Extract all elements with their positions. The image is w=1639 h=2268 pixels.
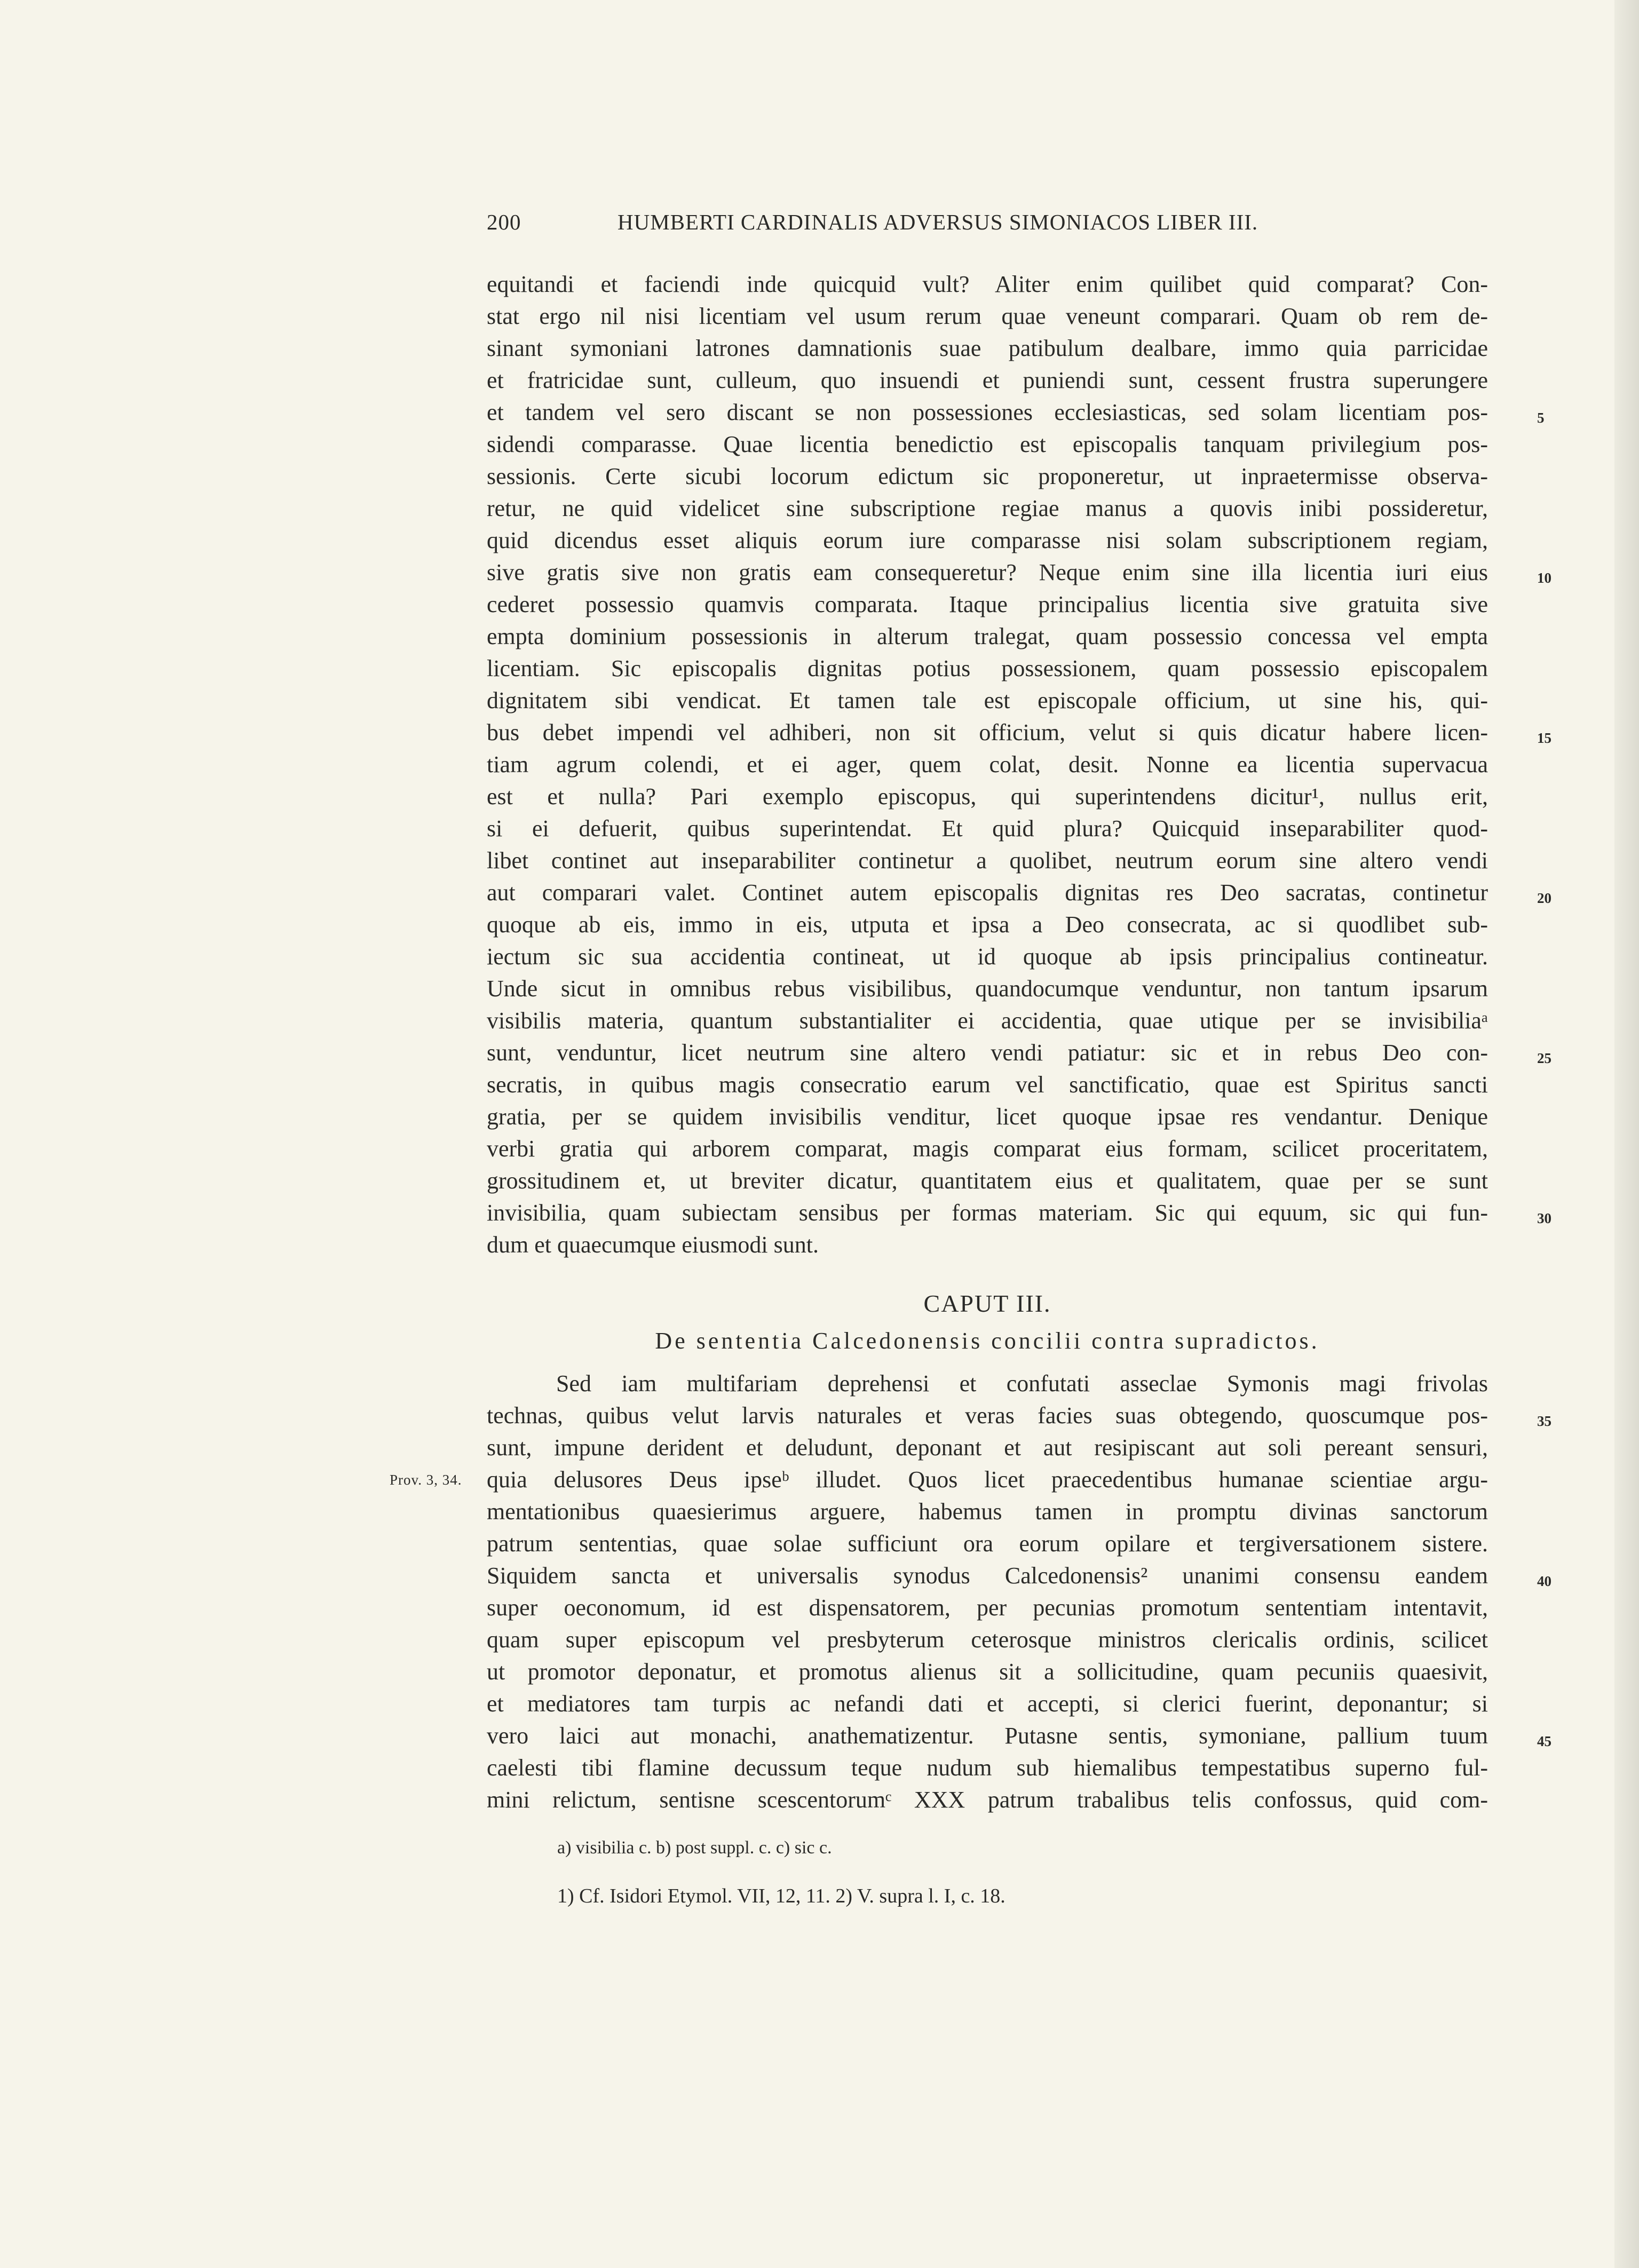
text-line: quam super episcopum vel presbyterum ceterosque ministros clericalis ordinis, scilicet	[487, 1627, 1488, 1653]
line-number: 25	[1537, 1050, 1551, 1066]
text-line: Siquidem sancta et universalis synodus Calcedonensis² unanimi consensu eandem	[487, 1563, 1488, 1589]
text-line: quid dicendus esset aliquis eorum iure comparasse nisi solam subscriptionem regiam,	[487, 527, 1488, 553]
running-title: HUMBERTI CARDINALIS ADVERSUS SIMONIACOS LIBER III.	[617, 210, 1258, 234]
line-number: 15	[1537, 730, 1551, 746]
text-line: secratis, in quibus magis consecratio earum vel sanctificatio, quae est Spiritus sancti	[487, 1072, 1488, 1098]
chapter-title: CAPUT III.	[923, 1290, 1051, 1317]
footnotes-sources: 1) Cf. Isidori Etymol. VII, 12, 11. 2) V. supra l. I, c. 18.	[557, 1885, 1005, 1907]
footnotes-variants: a) visibilia c. b) post suppl. c. c) sic c.	[557, 1838, 832, 1858]
text-line: cederet possessio quamvis comparata. Itaque principalius licentia sive gratuita sive	[487, 591, 1488, 617]
page-number: 200	[487, 210, 521, 234]
text-line: patrum sententias, quae solae sufficiunt ora eorum opilare et tergiversationem sistere.	[487, 1530, 1488, 1557]
text-line: si ei defuerit, quibus superintendat. Et quid plura? Quicquid inseparabiliter quod-	[487, 815, 1488, 842]
text-line: ut promotor deponatur, et promotus alienus sit a sollicitudine, quam pecuniis quaesivit,	[487, 1659, 1488, 1685]
text-line: sunt, impune derident et deludunt, deponant et aut resipiscant aut soli pereant sensuri,	[487, 1434, 1488, 1461]
text-line: iectum sic sua accidentia contineat, ut id quoque ab ipsis principalius contineatur.	[487, 943, 1488, 970]
line-number: 5	[1537, 410, 1545, 426]
text-line: et mediatores tam turpis ac nefandi dati et accepti, si clerici fuerint, deponantur; si	[487, 1691, 1488, 1717]
text-line: caelesti tibi flamine decussum teque nudum sub hiemalibus tempestatibus superno ful-	[487, 1755, 1488, 1781]
text-line: sunt, venduntur, licet neutrum sine altero vendi patiatur: sic et in rebus Deo con-	[487, 1040, 1488, 1066]
text-line: Sed iam multifariam deprehensi et confutati asseclae Symonis magi frivolas	[556, 1370, 1488, 1397]
text-line: invisibilia, quam subiectam sensibus per formas materiam. Sic qui equum, sic qui fun-	[487, 1200, 1488, 1226]
text-line: quoque ab eis, immo in eis, utputa et ipsa a Deo consecrata, ac si quodlibet sub-	[487, 911, 1488, 938]
text-line: tiam agrum colendi, et ei ager, quem colat, desit. Nonne ea licentia supervacua	[487, 751, 1488, 778]
text-line: vero laici aut monachi, anathematizentur. Putasne sentis, symoniane, pallium tuum	[487, 1723, 1488, 1749]
text-line: equitandi et faciendi inde quicquid vult? Aliter enim quilibet quid comparat? Con-	[487, 271, 1488, 297]
text-line: dignitatem sibi vendicat. Et tamen tale est episcopale officium, ut sine his, qui-	[487, 687, 1488, 713]
text-line: mini relictum, sentisne scescentorumᶜ XXX patrum trabalibus telis confossus, quid com-	[487, 1787, 1488, 1813]
text-line: bus debet impendi vel adhiberi, non sit officium, velut si quis dicatur habere licen-	[487, 719, 1488, 746]
text-line: est et nulla? Pari exemplo episcopus, qui superintendens dicitur¹, nullus erit,	[487, 783, 1488, 810]
chapter-subtitle: De sententia Calcedonensis concilii contra supradictos.	[655, 1328, 1320, 1354]
text-line: grossitudinem et, ut breviter dicatur, quantitatem eius et qualitatem, quae per se sunt	[487, 1168, 1488, 1194]
text-line: sive gratis sive non gratis eam consequeretur? Neque enim sine illa licentia iuri eius	[487, 559, 1488, 585]
text-line: quia delusores Deus ipseᵇ illudet. Quos licet praecedentibus humanae scientiae argu-	[487, 1466, 1488, 1493]
line-number: 30	[1537, 1210, 1551, 1226]
text-line: et tandem vel sero discant se non possessiones ecclesiasticas, sed solam licentiam pos-	[487, 399, 1488, 425]
text-line: et fratricidae sunt, culleum, quo insuendi et puniendi sunt, cessent frustra superungere	[487, 367, 1488, 393]
text-line: sessionis. Certe sicubi locorum edictum sic proponeretur, ut inpraetermisse observa-	[487, 463, 1488, 489]
running-header	[487, 209, 1368, 247]
text-line: sinant symoniani latrones damnationis suae patibulum dealbare, immo quia parricidae	[487, 335, 1488, 361]
text-line: retur, ne quid videlicet sine subscriptione regiae manus a quovis inibi possideretur,	[487, 495, 1488, 521]
text-line: libet continet aut inseparabiliter continetur a quolibet, neutrum eorum sine altero vendi	[487, 847, 1488, 874]
text-line: mentationibus quaesierimus arguere, habemus tamen in promptu divinas sanctorum	[487, 1498, 1488, 1525]
line-number: 35	[1537, 1413, 1551, 1429]
text-line: empta dominium possessionis in alterum tralegat, quam possessio concessa vel empta	[487, 623, 1488, 649]
margin-reference: Prov. 3, 34.	[390, 1472, 462, 1488]
text-line: technas, quibus velut larvis naturales et veras facies suas obtegendo, quoscumque pos-	[487, 1402, 1488, 1429]
text-line: verbi gratia qui arborem comparat, magis comparat eius formam, scilicet proceritatem,	[487, 1136, 1488, 1162]
line-number: 20	[1537, 890, 1551, 906]
text-line: stat ergo nil nisi licentiam vel usum rerum quae veneunt comparari. Quam ob rem de-	[487, 303, 1488, 329]
line-number: 45	[1537, 1733, 1551, 1749]
text-line: aut comparari valet. Continet autem episcopalis dignitas res Deo sacratas, continetur	[487, 879, 1488, 906]
text-line: gratia, per se quidem invisibilis venditur, licet quoque ipsae res vendantur. Denique	[487, 1104, 1488, 1130]
line-number: 40	[1537, 1573, 1551, 1589]
text-line: licentiam. Sic episcopalis dignitas potius possessionem, quam possessio episcopalem	[487, 655, 1488, 681]
line-number: 10	[1537, 570, 1551, 586]
text-line: Unde sicut in omnibus rebus visibilibus, quandocumque venduntur, non tantum ipsarum	[487, 976, 1488, 1002]
text-line: sidendi comparasse. Quae licentia benedictio est episcopalis tanquam privilegium pos-	[487, 431, 1488, 457]
text-line: visibilis materia, quantum substantialiter ei accidentia, quae utique per se invisibiliaᵃ	[487, 1008, 1488, 1034]
text-line: dum et quaecumque eiusmodi sunt.	[487, 1232, 819, 1258]
text-line: super oeconomum, id est dispensatorem, per pecunias promotum sententiam intentavit,	[487, 1595, 1488, 1621]
